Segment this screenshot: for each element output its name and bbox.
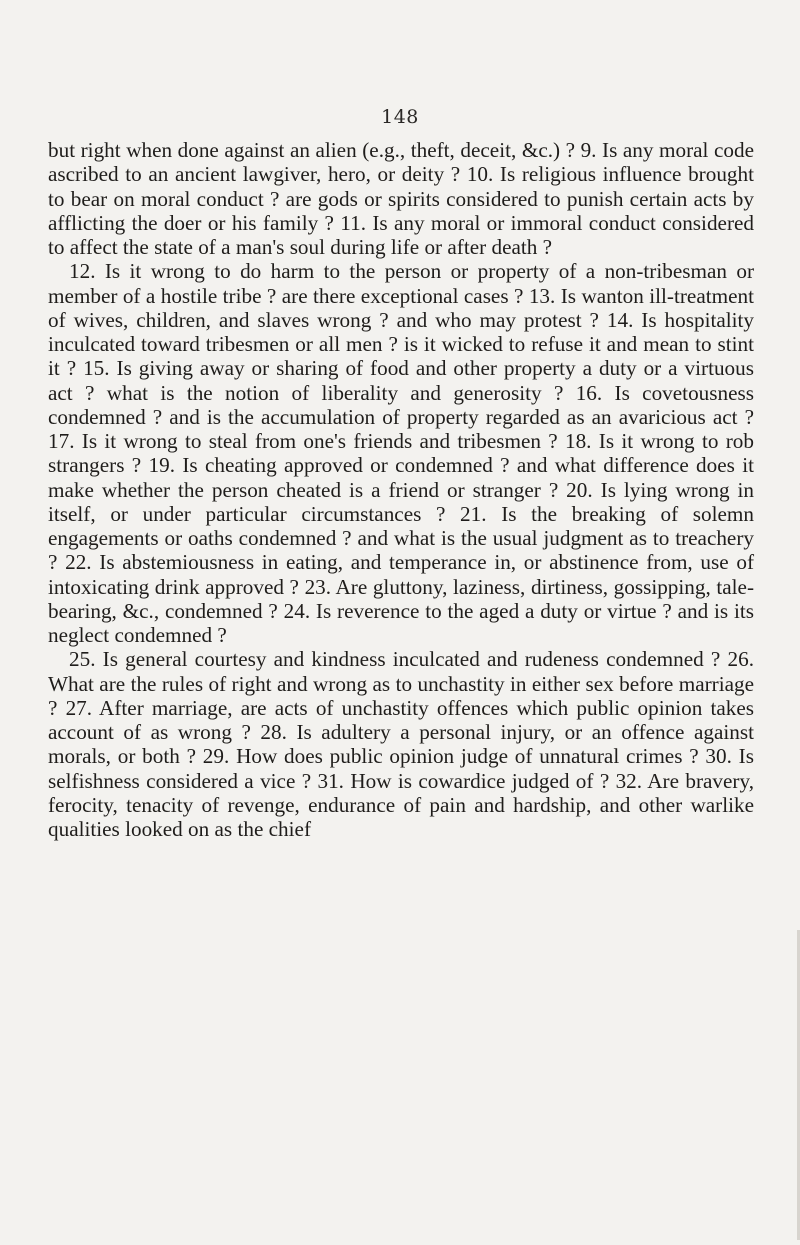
paragraph-3: 25. Is general courtesy and kindness inculcated and rudeness condemned ? 26. What are the rules of right and wrong as to unchastity in either sex before marriage ? 27. After marriage, are acts of unchastity offences which public opinion takes account of as wrong ? 28. Is adultery a personal injury, or an offence against morals, or both ? 29. How does public opinion judge of unnatural crimes ? 30. Is selfishness considered a vice ? 31. How is cowardice judged of ? 32. Are bravery, ferocity, tenacity of revenge, endurance of pain and hardship, and other warlike qualities looked on as the chief xyxy=(48,647,754,841)
paragraph-2: 12. Is it wrong to do harm to the person or property of a non-tribesman or member of a hostile tribe ? are there exceptional cases ? 13. Is wanton ill-treatment of wives, children, and slaves wrong ? and who may protest ? 14. Is hospitality inculcated toward tribesmen or all men ? is it wicked to refuse it and mean to stint it ? 15. Is giving away or sharing of food and other property a duty or a virtuous act ? what is the notion of liberality and generosity ? 16. Is covetousness condemned ? and is the accumulation of property regarded as an avaricious act ? 17. Is it wrong to steal from one's friends and tribesmen ? 18. Is it wrong to rob strangers ? 19. Is cheating approved or condemned ? and what difference does it make whether the person cheated is a friend or stranger ? 20. Is lying wrong in itself, or under particular circumstances ? 21. Is the breaking of solemn engagements or oaths condemned ? and what is the usual judgment as to treachery ? 22. Is abstemiousness in eating, and temperance in, or abstinence from, use of intoxicating drink approved ? 23. Are gluttony, laziness, dirtiness, gossipping, tale-bearing, &c., condemned ? 24. Is reverence to the aged a duty or virtue ? and is its neglect condemned ? xyxy=(48,259,754,647)
page-number: 148 xyxy=(381,106,419,128)
body-text xyxy=(48,138,754,841)
paragraph-1: but right when done against an alien (e.g., theft, deceit, &c.) ? 9. Is any moral code ascribed to an ancient lawgiver, hero, or deity ? 10. Is religious influence brought to bear on moral conduct ? are gods or spirits considered to punish certain acts by afflicting the doer or his family ? 11. Is any moral or immoral conduct considered to affect the state of a man's soul during life or after death ? xyxy=(48,138,754,259)
